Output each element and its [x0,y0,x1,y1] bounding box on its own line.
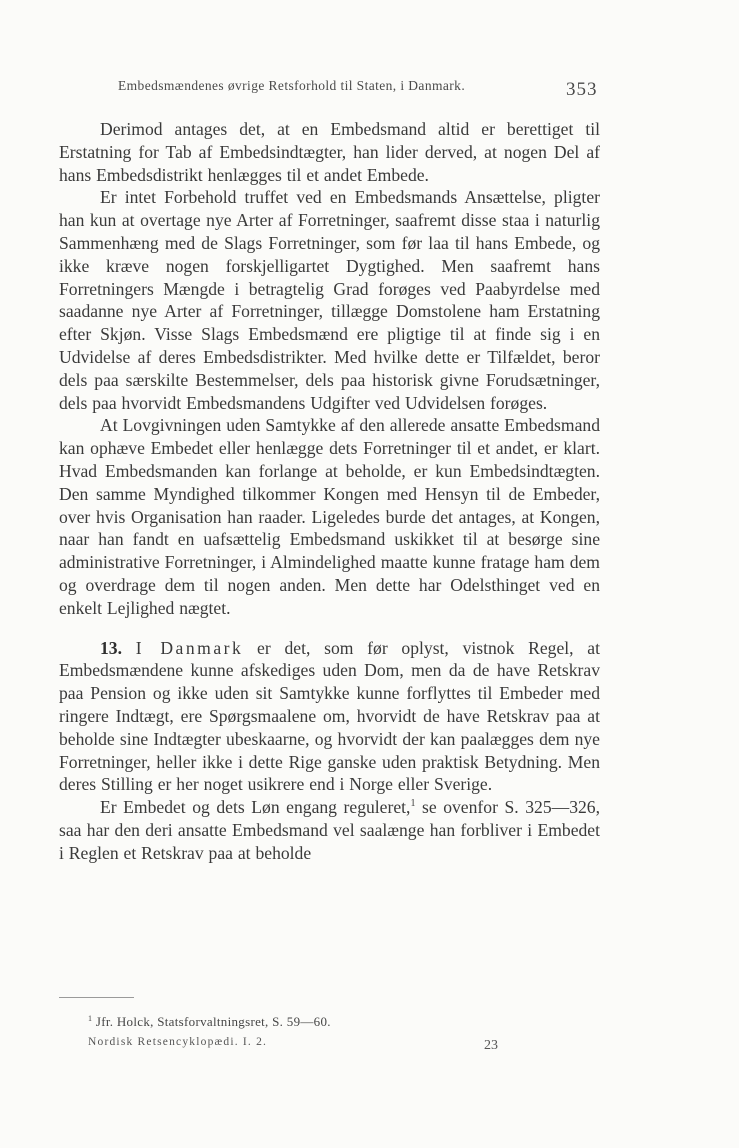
section-number: 13. [100,637,122,658]
paragraph-5-lead: Er Embedet og dets Løn engang reguleret, [100,797,411,818]
footnote-mark: 1 [88,1014,93,1023]
paragraph-5 [59,796,600,864]
main-text [59,118,600,865]
paragraph-4 [59,637,600,797]
paragraph-3: At Lovgivningen uden Samtykke af den allerede ansatte Embedsmand kan ophæve Embedet eller henlægge dets Forretninger til et andet, er klart. Hvad Embedsmanden kan forlange at beholde, er kun Embedsindtægten. Den samme Myndighed tilkommer Kongen med Hensyn til de Embeder, over hvis Organisation han raader. Ligeledes burde det antages, at Kongen, naar han fandt en uafsættelig Embedsmand uskikket til at besørge sine administrative Forretninger, i Almindelighed maatte kunne fratage ham dem og overdrage dem til nogen anden. Men dette har Odelsthinget ved en enkelt Lejlighed nægtet. [59,415,600,618]
footnote-reference: 1 [410,798,416,810]
footnote-text: Jfr. Holck, Statsforvaltningsret, S. 59—60. [92,1014,331,1029]
running-header: Embedsmændenes øvrige Retsforhold til Staten, i Danmark. [118,78,466,93]
footnote [88,1014,331,1030]
sheet-number: 23 [484,1038,498,1053]
printer-signature: Nordisk Retsencyklopædi. I. 2. [88,1036,268,1048]
footnote-divider [59,997,134,998]
paragraph-4-text: er det, som før oplyst, vistnok Regel, at Embedsmændene kunne afskediges uden Dom, men da de have Retskrav paa Pension og ikke uden sit Samtykke kunne forflyttes til Embeder med ringere Indtægt, ere Spørgsmaalene om, hvorvidt de have Retskrav paa at beholde sine Indtægter ubeskaarne, og hvorvidt der kan paalægges dem nye Forretninger, heller ikke i dette Rige ganske uden praktisk Betydning. Men deres Stilling er her noget usikrere end i Norge eller Sverige. [59,637,600,795]
page-number: 353 [566,79,598,100]
paragraph-1: Derimod antages det, at en Embedsmand altid er berettiget til Erstatning for Tab af Embedsindtægter, han lider derved, at nogen Del af hans Embedsdistrikt henlægges til et andet Embede. [59,119,600,185]
paragraph-2: Er intet Forbehold truffet ved en Embedsmands Ansættelse, pligter han kun at overtage nye Arter af Forretninger, saafremt disse staa i naturlig Sammenhæng med de Slags Forretninger, som før laa til hans Embede, og ikke kræve nogen forskjelligartet Dygtighed. Men saafremt hans Forretningers Mængde i betragtelig Grad forøges ved Paabyrdelse med saadanne nye Arter af Forretninger, tillægge Domstolene ham Erstatning efter Skjøn. Visse Slags Embedsmænd ere pligtige til at finde sig i en Udvidelse af deres Embedsdistrikter. Med hvilke dette er Tilfældet, beror dels paa særskilte Bestemmelser, dels paa historisk givne Forudsætninger, dels paa hvorvidt Embedsmandens Udgifter ved Udvidelsen forøges. [59,187,600,413]
paragraph-5-text: se ovenfor S. 325—326, saa har den deri ansatte Embedsmand vel saalænge han forbliver i Embedet i Reglen et Retskrav paa at beholde [59,797,600,863]
section-spaced-lead: I Danmark [135,637,244,658]
